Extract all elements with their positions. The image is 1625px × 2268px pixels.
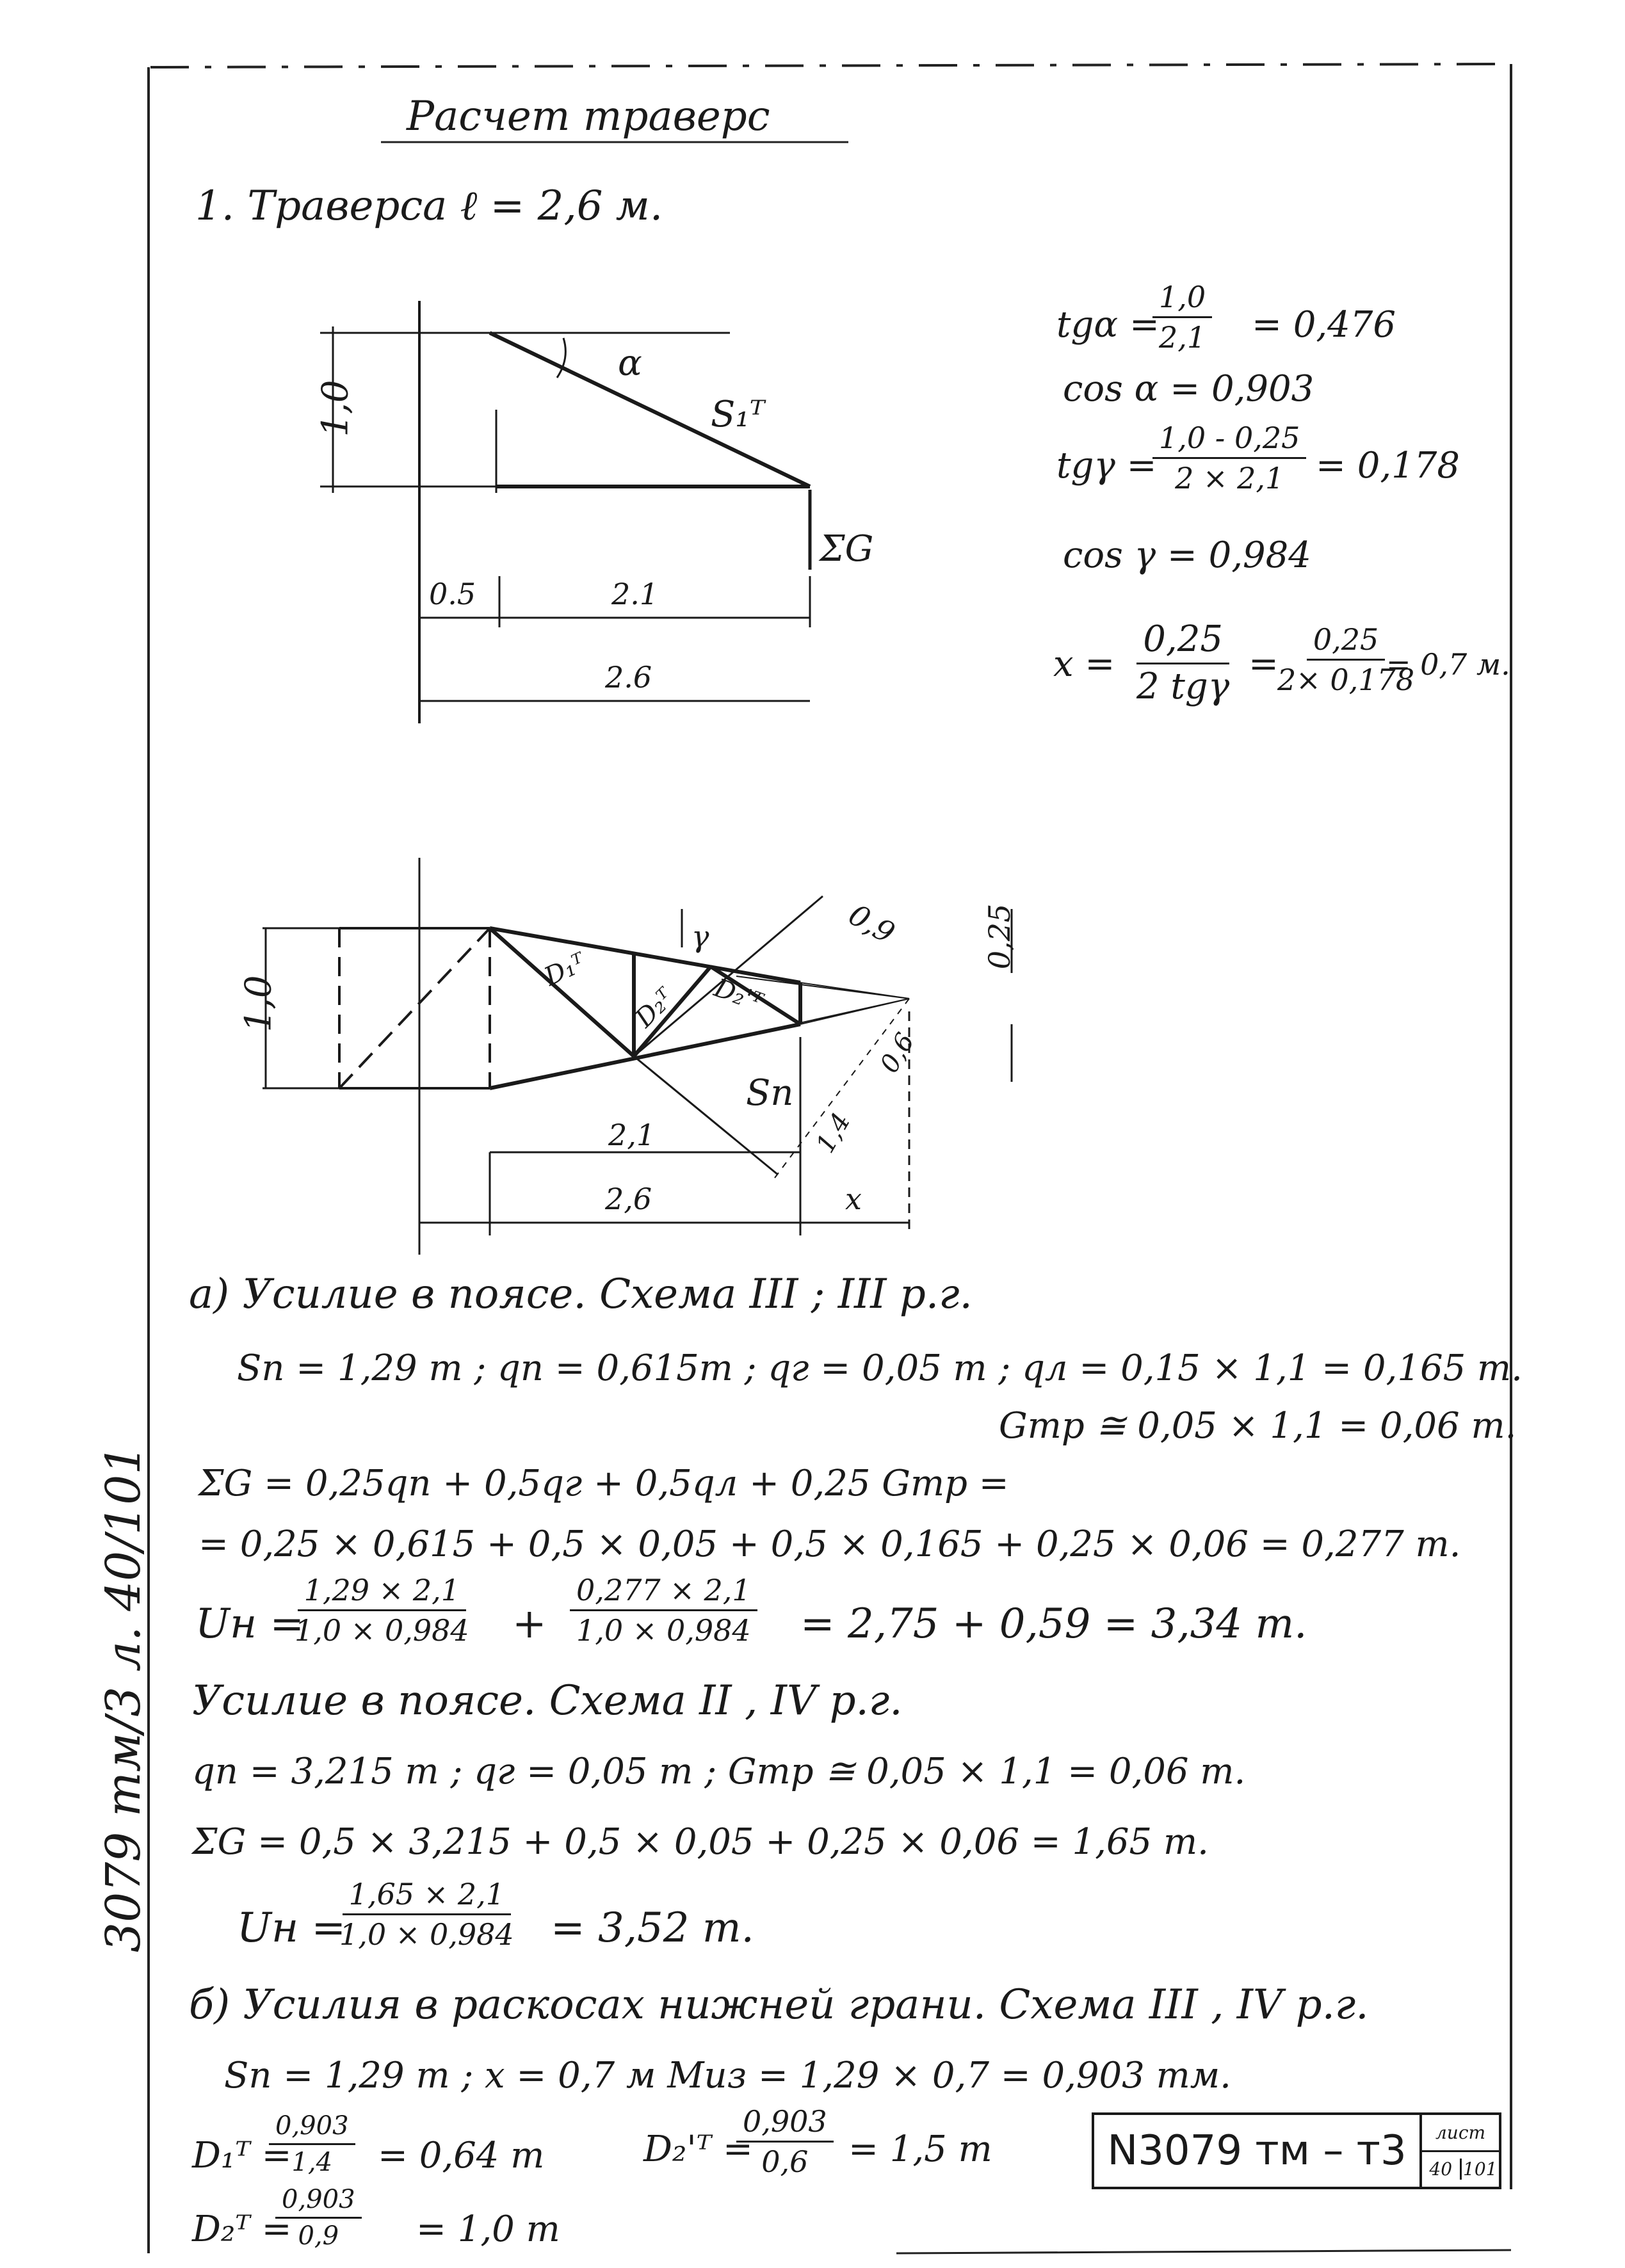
x-eq: = [1249,643,1279,685]
label-sp: Sп [746,1072,794,1114]
u1-plus: + [512,1600,547,1648]
dim-26: 2.6 [605,660,652,695]
u1-fraction-1 [288,1575,476,1646]
x-lhs: x = [1053,643,1115,685]
dim-height-1: 1,0 [314,380,357,437]
dim-14: 1,4 [810,1107,857,1159]
d1-fraction [269,2112,355,2176]
page-title: Расчет траверс [407,93,770,140]
a-line-2: Gтр ≅ 0,05 × 1,1 = 0,06 т. [999,1405,1517,1447]
dim-025: 0,25 [982,903,1017,970]
b2-line-2: ΣG = 0,5 × 3,215 + 0,5 × 0,05 + 0,25 × 0,06 = 1,65 т. [192,1821,1209,1863]
a-line-1: Sп = 1,29 т ; qп = 0,615т ; qг = 0,05 т ; qл = 0,15 × 1,1 = 0,165 т. [237,1347,1523,1389]
x-num-1: 0,25 [1136,621,1229,664]
d1-den: 1,4 [291,2148,333,2177]
u1-den-1: 1,0 × 0,984 [295,1613,469,1648]
a-line-3: ΣG = 0,25qп + 0,5qг + 0,5qл + 0,25 Gтр = [198,1463,1009,1504]
x-result: = 0,7 м. [1386,647,1510,682]
tga-result: = 0,476 [1252,304,1396,346]
drawing-code: N3079 тм – т3 [1094,2115,1422,2187]
u2-result: = 3,52 т. [551,1904,754,1952]
tga-den: 2,1 [1159,320,1206,355]
tgg-result: = 0,178 [1316,445,1460,487]
u1-num-1: 1,29 × 2,1 [298,1575,466,1611]
label-alpha: α [618,342,642,384]
label-sum-g: ΣG [820,528,874,570]
dim-09: 0,9 [843,897,901,951]
d2p-den: 0,6 [761,2144,809,2180]
sheet-box [1422,2115,1499,2187]
u1-num-2: 0,277 × 2,1 [570,1575,757,1611]
section-heading-traverse: 1. Траверса ℓ = 2,6 м. [195,182,663,230]
dim-x: x [845,1182,862,1216]
dim-21: 2.1 [611,577,659,611]
label-d2: D₂ᵀ [629,983,680,1034]
u1-den-2: 1,0 × 0,984 [576,1613,751,1648]
tgg-lhs: tgγ = [1056,445,1157,487]
u2-fraction [333,1879,521,1950]
x-den-2: 2× 0,178 [1277,663,1415,698]
tga-num: 1,0 [1152,282,1212,318]
sheet-total: 101 [1463,2159,1498,2180]
d2p-num: 0,903 [736,2106,834,2143]
dim-06: 0,6 [874,1027,921,1079]
label-gamma: γ [691,919,709,954]
b2-line-1: qп = 3,215 т ; qг = 0,05 т ; Gтр ≅ 0,05 × 1,1 = 0,06 т. [192,1751,1246,1792]
d2-den: 0,9 [298,2221,339,2251]
heading-a: а) Усилие в поясе. Схема III ; III р.г. [189,1271,973,1318]
d2-fraction [275,2186,362,2249]
u2-num: 1,65 × 2,1 [343,1879,511,1915]
label-d2p: D₂'ᵀ [710,973,766,1018]
tgg-num: 1,0 - 0,25 [1152,422,1306,459]
x-den-1: 2 tgγ [1136,665,1230,707]
u1-result: = 2,75 + 0,59 = 3,34 т. [800,1600,1307,1648]
d1-result: = 0,64 т [378,2135,545,2176]
d2-lhs: D₂ᵀ = [192,2208,292,2250]
label-d1: D₁ᵀ [540,947,590,992]
d2p-lhs: D₂'ᵀ = [643,2128,753,2170]
d2p-fraction [736,2106,834,2178]
d2-num: 0,903 [275,2186,362,2219]
tga-lhs: tgα = [1056,304,1160,346]
heading-b2: Усилие в поясе. Схема II , IV р.г. [192,1677,903,1725]
u1-fraction-2 [570,1575,757,1646]
c-line-1: Sп = 1,29 т ; x = 0,7 м Mиз = 1,29 × 0,7 = 0,903 тм. [224,2055,1231,2096]
cos-alpha: cos α = 0,903 [1063,368,1314,410]
dim-height-2: 1,0 [238,975,280,1033]
sheet-number: 40 [1422,2159,1462,2180]
d1-num: 0,903 [269,2112,355,2145]
tgg-den: 2 × 2,1 [1175,461,1284,496]
dim-05: 0.5 [429,577,476,611]
dim-21-b: 2,1 [608,1118,656,1152]
heading-c: б) Усилия в раскосах нижней грани. Схема III , IV р.г. [189,1981,1369,2029]
label-s1: S₁ᵀ [711,394,765,435]
title-block-stamp [1092,2112,1501,2189]
x-num-2: 0,25 [1307,624,1385,661]
d2p-result: = 1,5 т [848,2128,992,2170]
side-margin-note: 3079 тм/3 л. 40/101 [96,1444,151,1952]
u2-den: 1,0 × 0,984 [339,1917,514,1952]
sheet-numbers [1422,2152,1499,2187]
sheet-label: лист [1422,2115,1499,2152]
d1-lhs: D₁ᵀ = [192,2135,292,2176]
a-line-4: = 0,25 × 0,615 + 0,5 × 0,05 + 0,5 × 0,165 + 0,25 × 0,06 = 0,277 т. [198,1524,1461,1565]
dim-26-b: 2,6 [605,1182,652,1216]
u1-lhs: Uн = [195,1600,305,1648]
u2-lhs: Uн = [237,1904,346,1952]
cos-gamma: cos γ = 0,984 [1063,535,1311,576]
d2-result: = 1,0 т [416,2208,560,2250]
